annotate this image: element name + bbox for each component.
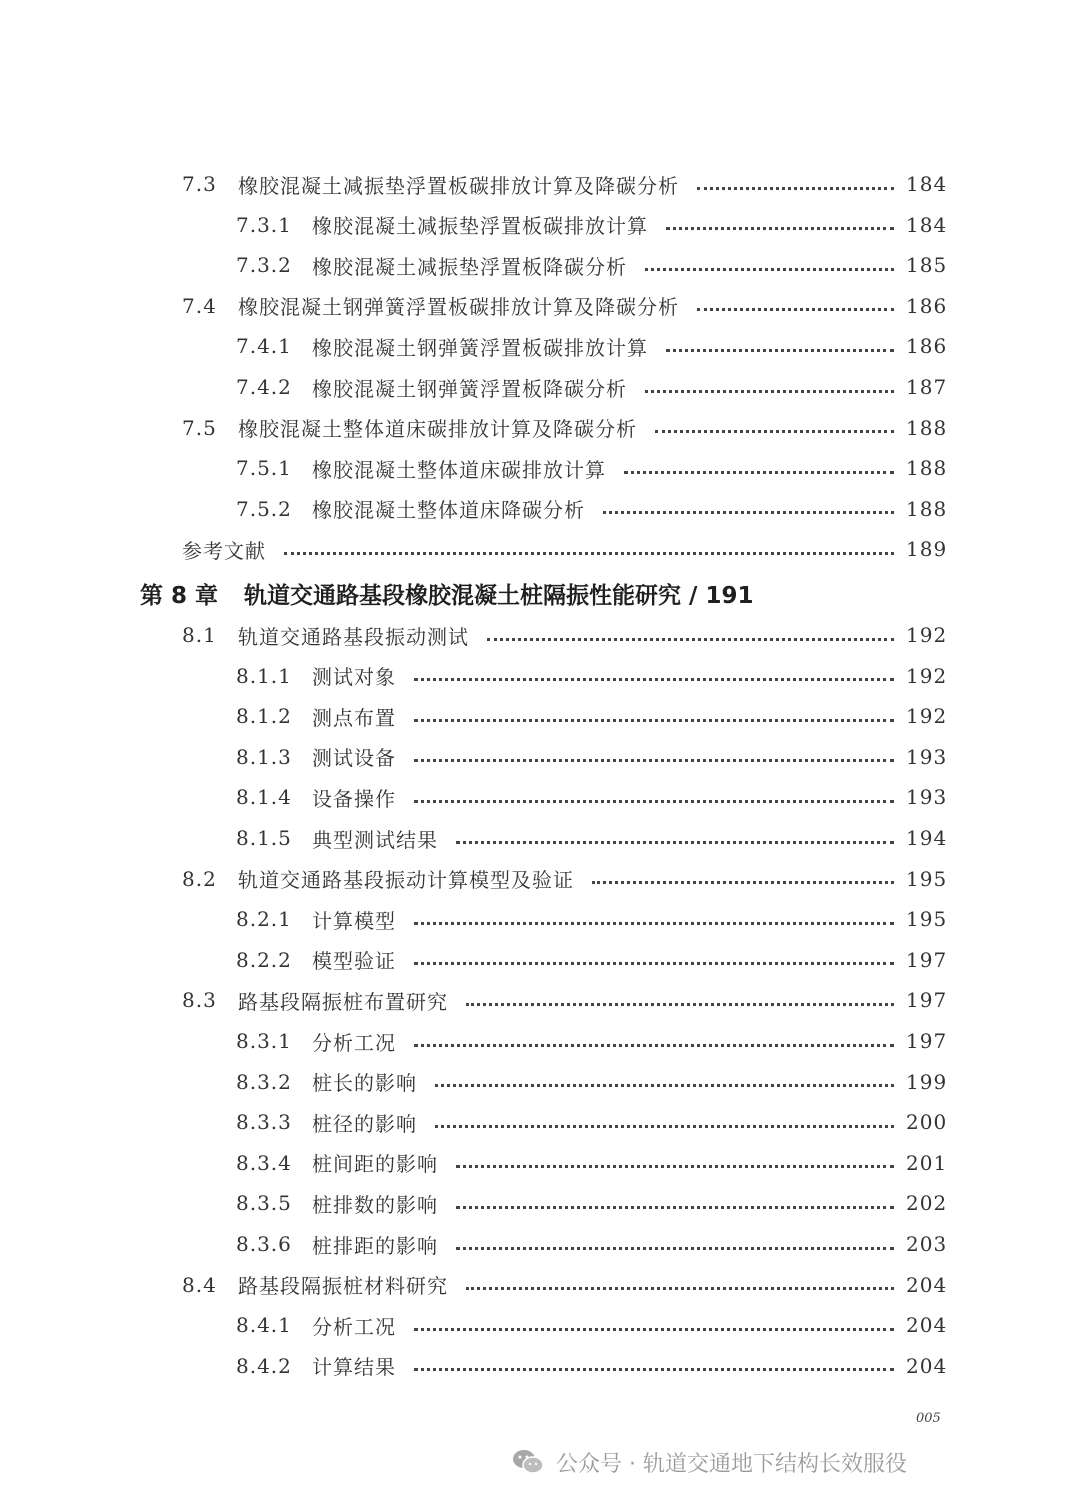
toc-entry-page: 194 [906,826,948,850]
toc-entry [236,1024,948,1058]
toc-entry [236,1349,948,1383]
toc-entry-number: 8.4 [182,1272,217,1297]
toc-dot-leader [456,1204,894,1209]
toc-entry-title: 桩排距的影响 [312,1233,438,1258]
toc-entry [236,492,948,526]
toc-entry-page: 188 [906,456,948,481]
toc-entry-title: 橡胶混凝土减振垫浮置板降碳分析 [312,254,627,279]
toc-entry-page: 201 [906,1150,948,1175]
toc-entry [236,740,948,774]
toc-entry [236,1065,948,1099]
toc-entry-title: 桩间距的影响 [312,1152,438,1177]
toc-entry-number: 7.4.2 [236,375,292,399]
toc-entry-title: 轨道交通路基段振动计算模型及验证 [238,868,574,893]
toc-entry-number: 7.3.2 [236,253,292,278]
toc-entry [236,821,948,855]
toc-entry-number: 7.5.1 [236,456,292,481]
toc-entry-number: 7.5 [182,415,217,440]
toc-entry-number: 7.3 [182,172,217,196]
toc-entry-number: 8.3.5 [236,1191,292,1216]
toc-entry-number: 8.4.1 [236,1313,292,1338]
toc-entry-page: 186 [906,293,948,318]
toc-entry-number: 8.1.4 [236,785,292,810]
toc-entry-page: 197 [906,988,948,1013]
toc-entry-title: 橡胶混凝土钢弹簧浮置板碳排放计算 [312,335,648,360]
toc-dot-leader [645,388,894,393]
toc-entry-title: 桩径的影响 [312,1111,417,1136]
toc-entry [236,1146,948,1180]
toc-entry-title: 桩排数的影响 [312,1192,438,1217]
toc-entry-page: 186 [906,334,948,359]
toc-entry-number: 8.1.5 [236,826,292,850]
toc-entry-number: 8.3.4 [236,1150,292,1175]
toc-dot-leader [466,1285,894,1290]
toc-entry [236,1105,948,1139]
toc-entry [182,1268,948,1302]
toc-entry-page: 193 [906,785,948,810]
toc-entry-title: 参考文献 [182,538,266,563]
toc-dot-leader [435,1082,894,1087]
toc-dot-leader [645,266,894,271]
toc-entry-number: 8.2 [182,866,217,891]
toc-entry [236,902,948,936]
toc-entry-title: 轨道交通路基段振动测试 [238,624,469,649]
toc-entry [182,618,948,652]
toc-entry-title: 测试设备 [312,746,396,771]
page-folio: 005 [916,1411,941,1426]
toc-entry-title: 路基段隔振桩布置研究 [238,989,448,1014]
toc-entry [236,1308,948,1342]
toc-dot-leader [456,1245,894,1250]
toc-entry-page: 189 [906,537,948,562]
chapter-heading [140,575,753,611]
toc-entry-title: 桩长的影响 [312,1071,417,1096]
toc-entry-number: 8.1.1 [236,663,292,688]
toc-entry [182,532,948,566]
toc-entry-page: 204 [906,1313,948,1338]
toc-entry-title: 橡胶混凝土减振垫浮置板碳排放计算 [312,214,648,239]
toc-entry-title: 橡胶混凝土减振垫浮置板碳排放计算及降碳分析 [238,173,679,198]
toc-dot-leader [592,879,894,884]
toc-entry-number: 7.5.2 [236,496,292,521]
toc-entry-title: 橡胶混凝土整体道床碳排放计算 [312,457,606,482]
wechat-icon [512,1448,544,1476]
toc-dot-leader [697,306,894,311]
toc-entry-page: 197 [906,1029,948,1053]
toc-entry-title: 计算模型 [312,908,396,933]
toc-dot-leader [414,1042,894,1047]
toc-entry [236,1186,948,1220]
toc-entry [236,370,948,404]
toc-entry-page: 188 [906,496,948,521]
toc-entry-title: 橡胶混凝土整体道床碳排放计算及降碳分析 [238,417,637,442]
toc-dot-leader [666,225,894,230]
toc-entry-number: 8.3.3 [236,1110,292,1135]
toc-dot-leader [414,920,894,925]
toc-dot-leader [456,1163,894,1168]
toc-entry [236,248,948,282]
toc-entry-number: 8.4.2 [236,1353,292,1378]
toc-entry-title: 橡胶混凝土钢弹簧浮置板降碳分析 [312,376,627,401]
toc-entry-number: 7.3.1 [236,212,292,237]
toc-entry-page: 192 [906,704,948,729]
toc-entry-page: 187 [906,375,948,399]
toc-entry-page: 195 [906,866,948,891]
toc-entry-page: 199 [906,1069,948,1094]
toc-entry-page: 184 [906,172,948,196]
toc-entry [182,167,948,201]
toc-entry-title: 测点布置 [312,705,396,730]
toc-entry-page: 185 [906,253,948,278]
toc-dot-leader [284,550,894,555]
toc-entry-title: 分析工况 [312,1030,396,1055]
toc-entry-page: 197 [906,947,948,972]
toc-dot-leader [666,347,894,352]
toc-dot-leader [414,960,894,965]
toc-dot-leader [435,1123,894,1128]
watermark-text: 公众号 · 轨道交通地下结构长效服役 [556,1451,907,1477]
toc-entry [236,1227,948,1261]
toc-entry-title: 路基段隔振桩材料研究 [238,1274,448,1299]
toc-entry-page: 184 [906,212,948,237]
wechat-watermark [512,1446,907,1478]
toc-entry-number: 8.1.2 [236,704,292,729]
toc-entry [236,659,948,693]
toc-dot-leader [414,757,894,762]
toc-entry-number: 8.3 [182,988,217,1013]
toc-entry-number: 7.4.1 [236,334,292,359]
toc-entry-title: 计算结果 [312,1355,396,1380]
toc-entry [182,411,948,445]
toc-entry [182,289,948,323]
toc-entry-number: 8.3.2 [236,1069,292,1094]
toc-entry-page: 195 [906,907,948,932]
toc-dot-leader [414,798,894,803]
toc-entry [236,451,948,485]
toc-entry-number: 7.4 [182,293,217,318]
toc-entry [182,983,948,1017]
toc-entry-page: 192 [906,623,948,647]
toc-entry-page: 204 [906,1272,948,1297]
toc-dot-leader [414,1326,894,1331]
toc-dot-leader [414,717,894,722]
toc-dot-leader [456,839,894,844]
toc-entry [236,699,948,733]
toc-entry-title: 模型验证 [312,949,396,974]
toc-entry-page: 188 [906,415,948,440]
toc-dot-leader [603,509,894,514]
toc-dot-leader [414,676,894,681]
toc-entry-page: 203 [906,1232,948,1256]
toc-entry [236,329,948,363]
toc-entry-title: 分析工况 [312,1314,396,1339]
chapter-title: 轨道交通路基段橡胶混凝土桩隔振性能研究 / 191 [244,582,754,609]
toc-entry-number: 8.2.2 [236,947,292,972]
chapter-label: 第 8 章 [140,582,219,609]
toc-dot-leader [697,185,894,190]
toc-entry-number: 8.3.6 [236,1232,292,1256]
toc-entry-title: 橡胶混凝土钢弹簧浮置板碳排放计算及降碳分析 [238,295,679,320]
toc-dot-leader [487,636,894,641]
toc-dot-leader [466,1001,894,1006]
toc-entry-page: 193 [906,744,948,769]
toc-entry-page: 202 [906,1191,948,1216]
toc-entry [236,943,948,977]
toc-entry [236,208,948,242]
toc-entry-number: 8.1 [182,623,217,647]
toc-dot-leader [624,469,894,474]
toc-entry-page: 192 [906,663,948,688]
toc-entry-page: 200 [906,1110,948,1135]
toc-entry-title: 测试对象 [312,665,396,690]
toc-entry-title: 设备操作 [312,786,396,811]
toc-entry-number: 8.2.1 [236,907,292,932]
toc-entry-number: 8.3.1 [236,1029,292,1053]
toc-dot-leader [414,1366,894,1371]
toc-entry [236,780,948,814]
toc-entry-title: 橡胶混凝土整体道床降碳分析 [312,498,585,523]
toc-entry-title: 典型测试结果 [312,827,438,852]
toc-entry-page: 204 [906,1353,948,1378]
toc-entry-number: 8.1.3 [236,744,292,769]
toc-dot-leader [655,428,894,433]
toc-entry [182,862,948,896]
